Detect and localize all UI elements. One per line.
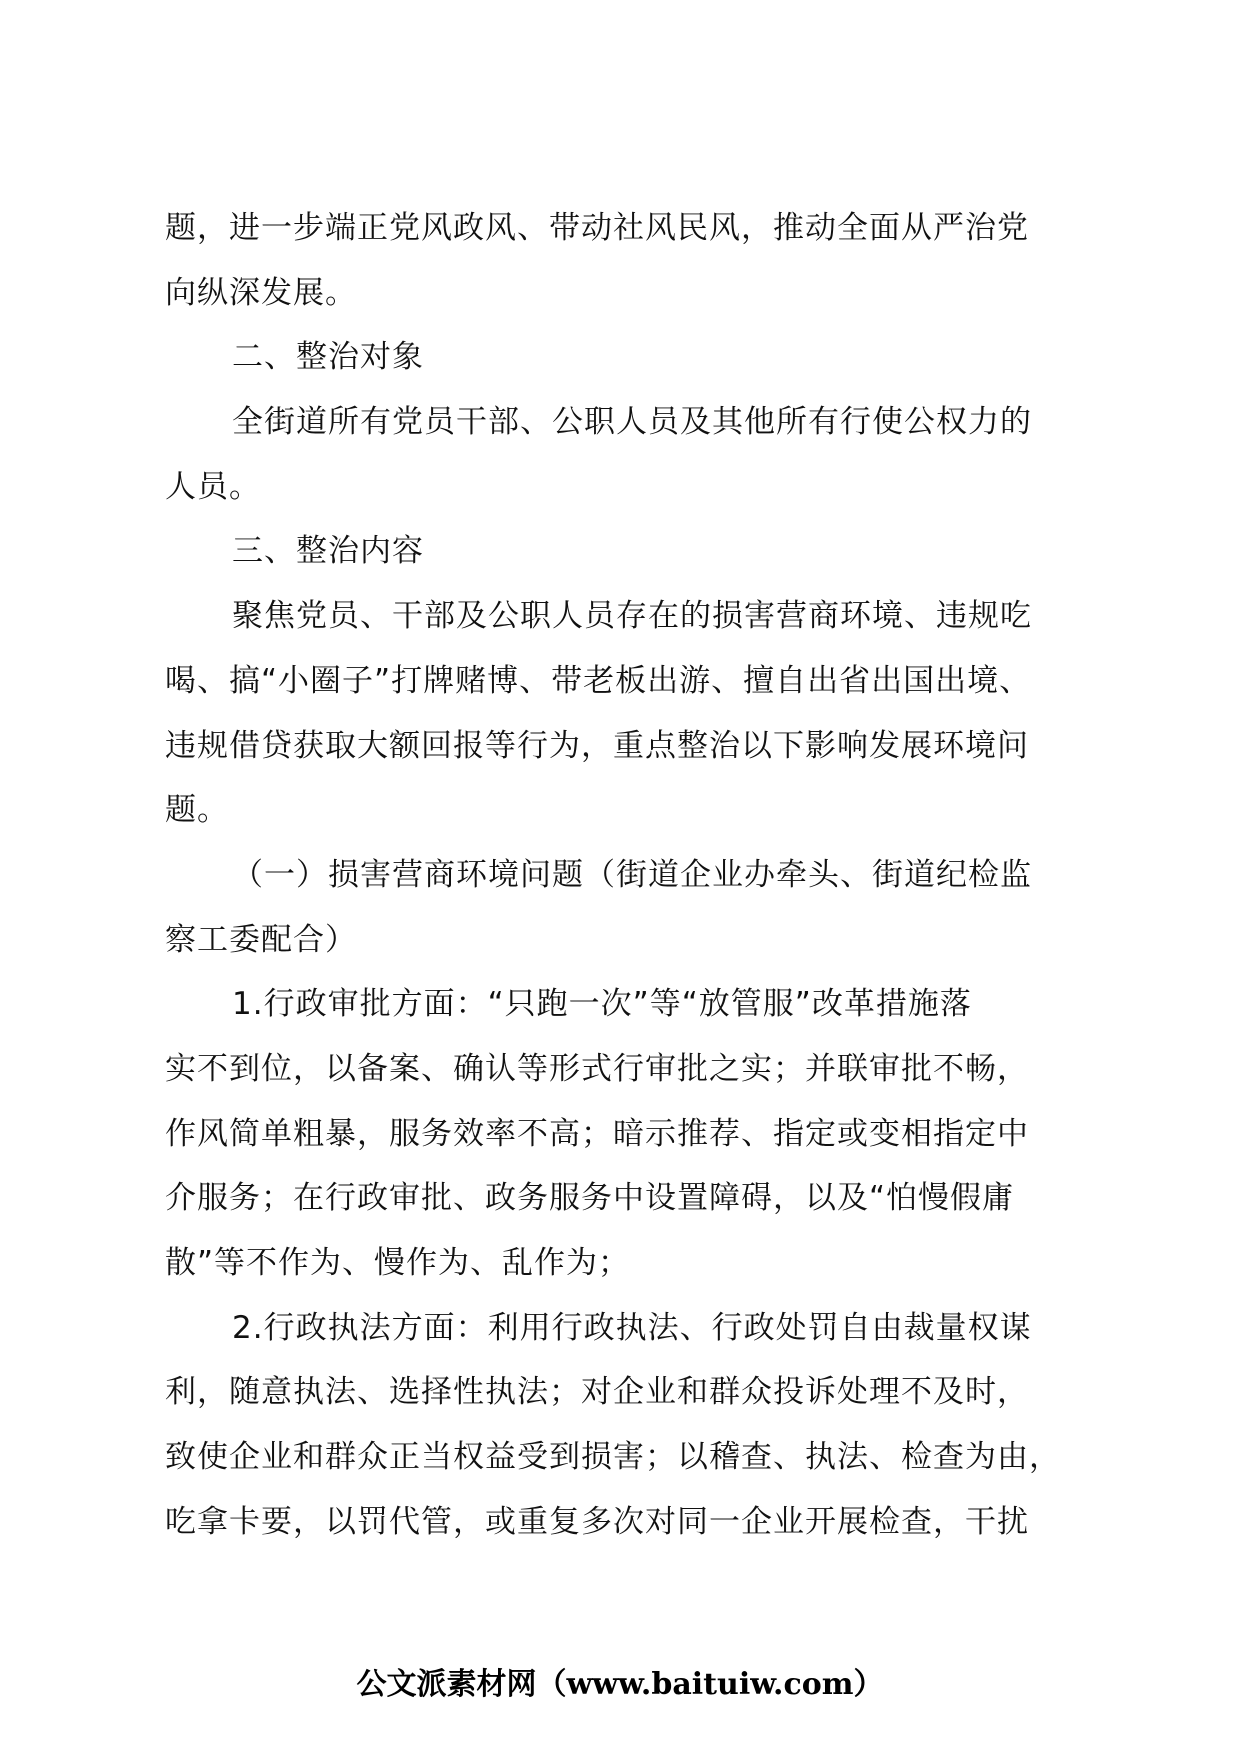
paragraph-start: 2.行政执法方面：利用行政执法、行政处罚自由裁量权谋 xyxy=(232,1309,1032,1346)
paragraph-start: 聚焦党员、干部及公职人员存在的损害营商环境、违规吃 xyxy=(232,598,1032,635)
body-line: 利，随意执法、选择性执法；对企业和群众投诉处理不及时， xyxy=(165,1374,1029,1411)
body-line: 察工委配合） xyxy=(165,921,357,958)
section-heading: 三、整治内容 xyxy=(232,533,424,570)
paragraph-start: 全街道所有党员干部、公职人员及其他所有行使公权力的 xyxy=(232,404,1032,441)
body-line: 致使企业和群众正当权益受到损害；以稽查、执法、检查为由， xyxy=(165,1439,1061,1476)
section-heading: 二、整治对象 xyxy=(232,339,424,376)
body-line: 向纵深发展。 xyxy=(165,274,357,311)
body-line: 喝、搞“小圈子”打牌赌博、带老板出游、擅自出省出国出境、 xyxy=(165,662,1032,699)
body-line: 题，进一步端正党风政风、带动社风民风，推动全面从严治党 xyxy=(165,210,1029,246)
body-line: 题。 xyxy=(165,792,229,829)
body-line: 吃拿卡要，以罚代管，或重复多次对同一企业开展检查，干扰 xyxy=(165,1503,1029,1540)
body-line: 作风简单粗暴，服务效率不高；暗示推荐、指定或变相指定中 xyxy=(165,1115,1029,1152)
body-line: 人员。 xyxy=(165,468,261,505)
body-line: 违规借贷获取大额回报等行为，重点整治以下影响发展环境问 xyxy=(165,727,1029,764)
paragraph-start: 1.行政审批方面：“只跑一次”等“放管服”改革措施落 xyxy=(232,986,972,1023)
body-line: 介服务；在行政审批、政务服务中设置障碍，以及“怕慢假庸 xyxy=(165,1180,1015,1217)
footer-watermark: 公文派素材网（www.baituiw.com） xyxy=(356,1667,884,1702)
subsection-heading: （一）损害营商环境问题（街道企业办牵头、街道纪检监 xyxy=(232,856,1032,893)
body-line: 散”等不作为、慢作为、乱作为； xyxy=(165,1245,631,1281)
body-line: 实不到位，以备案、确认等形式行审批之实；并联审批不畅， xyxy=(165,1050,1029,1087)
document-body xyxy=(165,196,1085,1554)
